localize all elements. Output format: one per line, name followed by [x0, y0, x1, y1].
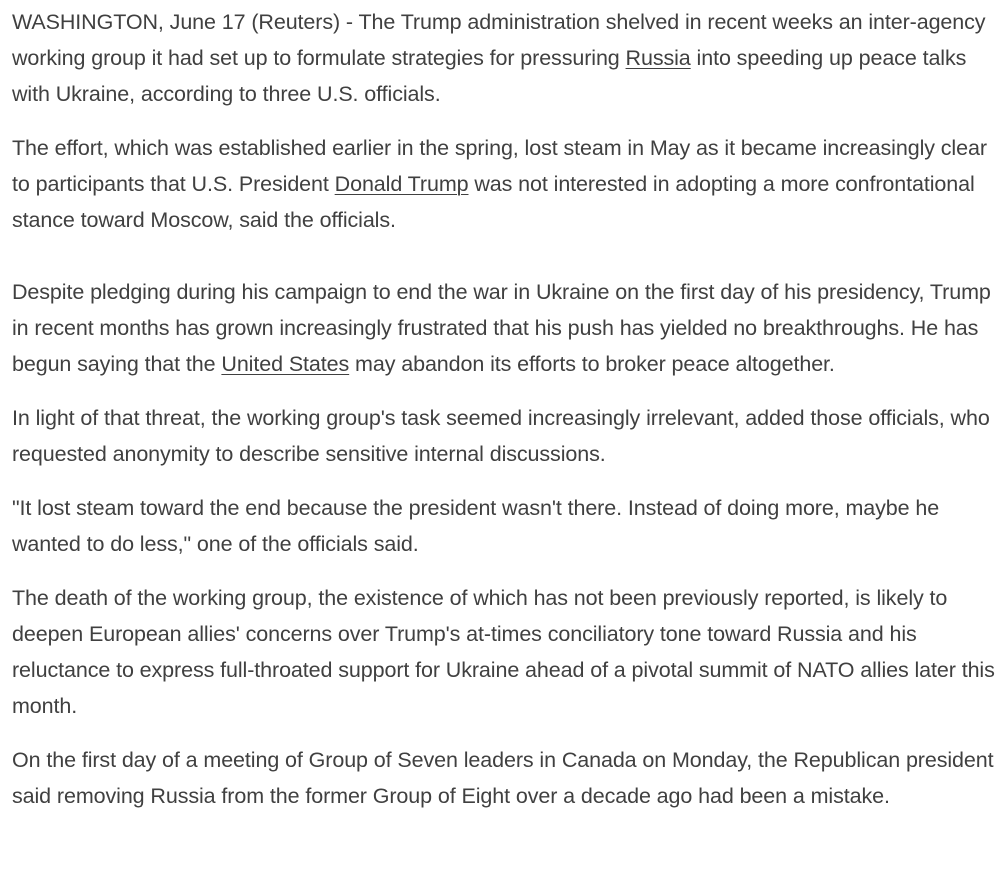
- paragraph-1-text-a: WASHINGTON, June 17 (Reuters) - The Trump administration shelved in recent weeks an inter-agency working group it had set up to formulate strategies for pressuring: [12, 10, 986, 70]
- paragraph-4: In light of that threat, the working group's task seemed increasingly irrelevant, added those officials, who requested anonymity to describe sensitive internal discussions.: [12, 406, 990, 466]
- paragraph-6: The death of the working group, the existence of which has not been previously reported, is likely to deepen European allies' concerns over Trump's at-times conciliatory tone toward Russia and his reluctance to express full-throated support for Ukraine ahead of a pivotal summit of NATO allies later this month.: [12, 586, 995, 718]
- paragraph-5: "It lost steam toward the end because the president wasn't there. Instead of doing more, maybe he wanted to do less," one of the officials said.: [12, 496, 940, 556]
- paragraph-2-text-a: The effort, which was established earlier in the spring, lost steam in May as it became increasingly clear to participants that U.S. President: [12, 136, 987, 196]
- paragraph-1-text-b: into speeding up peace talks with Ukraine, according to three U.S. officials.: [12, 46, 967, 106]
- paragraph-2-text-b: was not interested in adopting a more confrontational stance toward Moscow, said the officials.: [12, 172, 975, 232]
- paragraph-3: [12, 274, 996, 382]
- paragraph-3-text-b: may abandon its efforts to broker peace altogether.: [349, 352, 835, 376]
- link-russia[interactable]: Russia: [625, 46, 691, 70]
- link-donald-trump[interactable]: Donald Trump: [334, 172, 469, 196]
- paragraph-7: On the first day of a meeting of Group of Seven leaders in Canada on Monday, the Republican president said removing Russia from the former Group of Eight over a decade ago had been a mistake.: [12, 748, 994, 808]
- paragraph-3-text-a: Despite pledging during his campaign to end the war in Ukraine on the first day of his presidency, Trump in recent months has grown increasingly frustrated that his push has yielded no breakthroughs. He has begun saying that the: [12, 280, 991, 376]
- paragraph-1: [12, 4, 996, 112]
- paragraph-2: [12, 130, 996, 238]
- link-united-states[interactable]: United States: [221, 352, 350, 376]
